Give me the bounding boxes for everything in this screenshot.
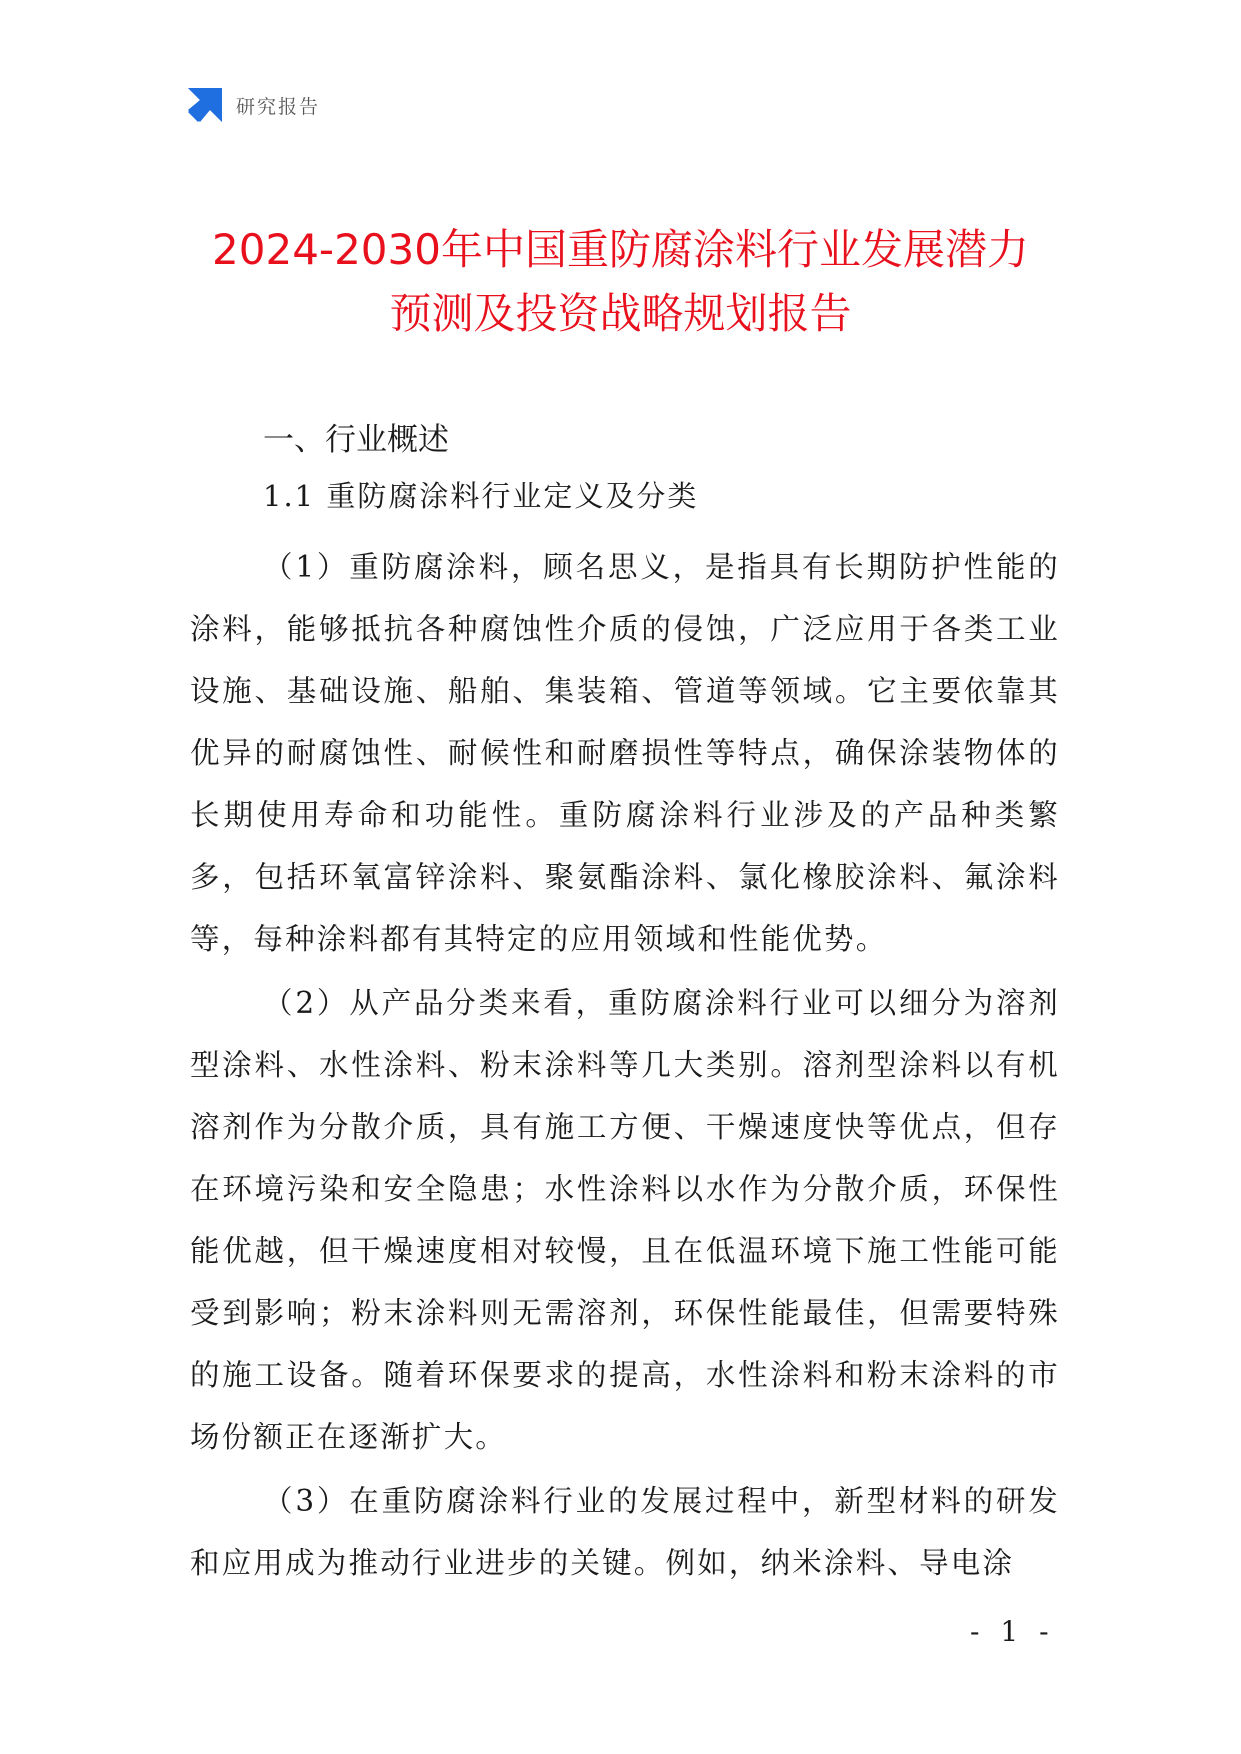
report-header [188,88,320,122]
section-heading: 一、行业概述 [263,422,449,458]
header-label: 研究报告 [236,95,321,118]
paragraph-2: （2）从产品分类来看，重防腐涂料行业可以细分为溶剂型涂料、水性涂料、粉末涂料等几大类别。溶剂型涂料以有机溶剂作为分散介质，具有施工方便、干燥速度快等优点，但存在环境污染和安全隐患；水性涂料以水作为分散介质，环保性能优越，但干燥速度相对较慢，且在低温环境下施工性能可能受到影响；粉末涂料则无需溶剂，环保性能最佳，但需要特殊的施工设备。随着环保要求的提高，水性涂料和粉末涂料的市场份额正在逐渐扩大。 [190,986,1060,1454]
report-title [150,218,1091,346]
page-number: - 1 - [970,1615,1055,1648]
title-line-1: 2024-2030年中国重防腐涂料行业发展潜力 [212,225,1029,274]
paragraph-3: （3）在重防腐涂料行业的发展过程中，新型材料的研发和应用成为推动行业进步的关键。例如，纳米涂料、导电涂 [190,1484,1060,1580]
title-line-2: 预测及投资战略规划报告 [389,289,852,338]
paragraph-1: （1）重防腐涂料，顾名思义，是指具有长期防护性能的涂料，能够抵抗各种腐蚀性介质的侵蚀，广泛应用于各类工业设施、基础设施、船舶、集装箱、管道等领域。它主要依靠其优异的耐腐蚀性、耐候性和耐磨损性等特点，确保涂装物体的长期使用寿命和功能性。重防腐涂料行业涉及的产品种类繁多，包括环氧富锌涂料、聚氨酯涂料、氯化橡胶涂料、氟涂料等，每种涂料都有其特定的应用领域和性能优势。 [190,550,1060,956]
subsection-heading: 1.1 重防腐涂料行业定义及分类 [263,479,699,513]
document-body [190,420,1060,1596]
arrow-logo-icon [188,88,222,122]
